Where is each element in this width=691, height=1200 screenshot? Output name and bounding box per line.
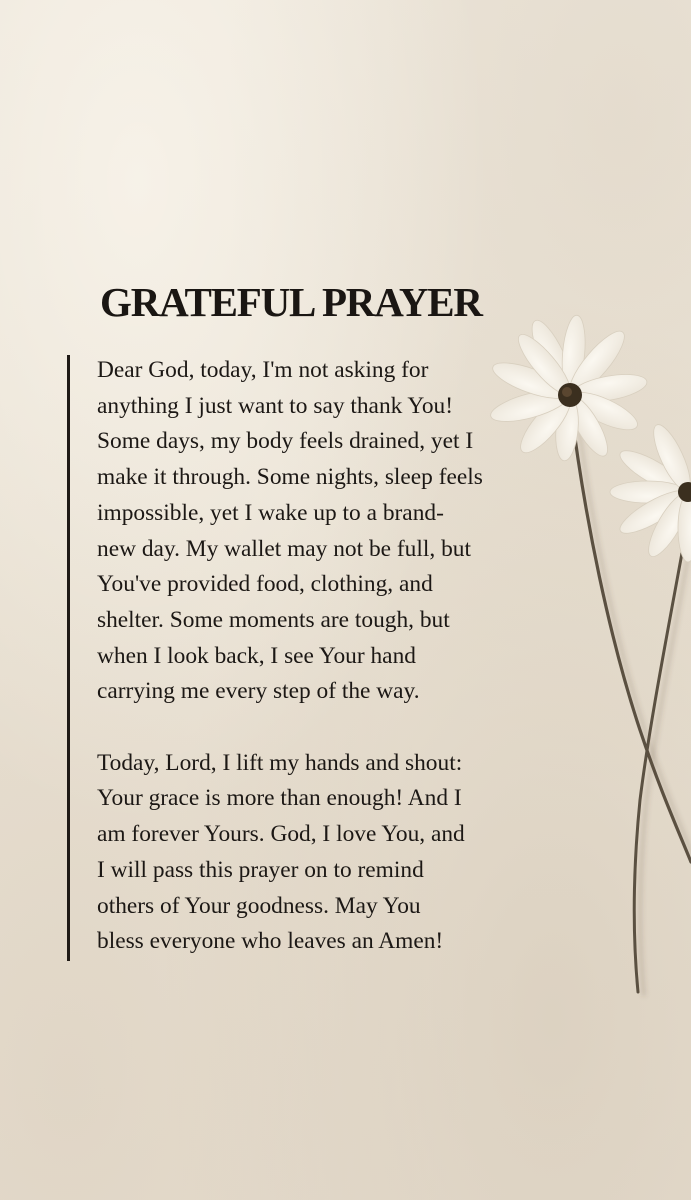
prayer-line: bless everyone who leaves an Amen! — [97, 928, 444, 955]
prayer-line: I will pass this prayer on to remind — [97, 856, 424, 883]
vertical-rule — [67, 355, 70, 961]
prayer-line: new day. My wallet may not be full, but — [97, 535, 471, 562]
prayer-line: others of Your goodness. May You — [97, 892, 421, 919]
prayer-line: impossible, yet I wake up to a brand- — [97, 499, 444, 526]
prayer-line: when I look back, I see Your hand — [97, 642, 416, 669]
prayer-line: shelter. Some moments are tough, but — [97, 606, 450, 633]
prayer-body — [97, 353, 567, 960]
prayer-line: Some days, my body feels drained, yet I — [97, 428, 474, 455]
paragraph-spacer — [97, 710, 567, 746]
prayer-paragraph-2 — [97, 746, 567, 960]
prayer-line: carrying me every step of the way. — [97, 678, 420, 705]
prayer-line: make it through. Some nights, sleep feels — [97, 464, 483, 491]
prayer-line: Your grace is more than enough! And I — [97, 785, 462, 812]
prayer-line: am forever Yours. God, I love You, and — [97, 821, 465, 848]
prayer-line: Today, Lord, I lift my hands and shout: — [97, 749, 463, 776]
prayer-line: anything I just want to say thank You! — [97, 392, 454, 419]
prayer-paragraph-1 — [97, 353, 567, 710]
right-daisy — [610, 420, 691, 562]
page-title: GRATEFUL PRAYER — [100, 279, 482, 325]
prayer-line: Dear God, today, I'm not asking for — [97, 357, 429, 383]
prayer-line: You've provided food, clothing, and — [97, 571, 433, 598]
